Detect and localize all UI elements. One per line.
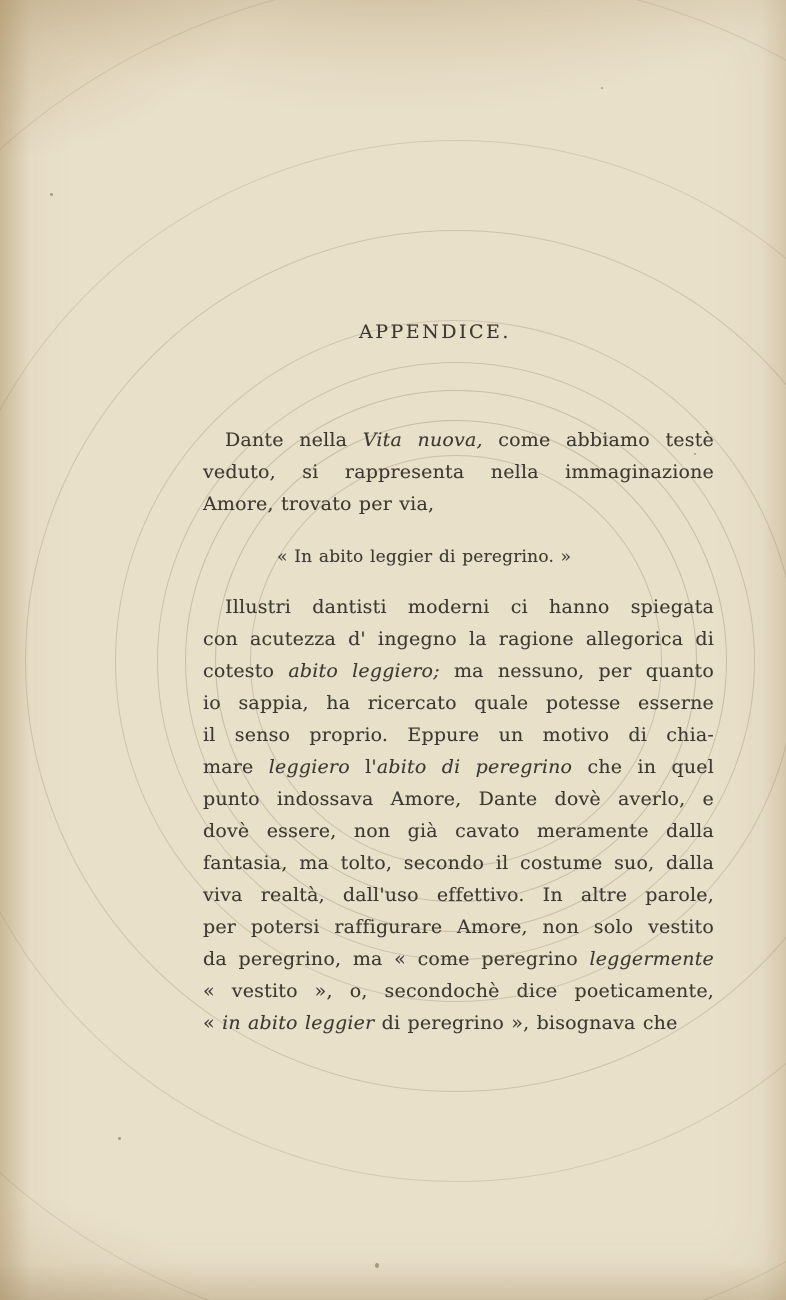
page-title: APPENDICE.	[359, 321, 511, 343]
text-segment: l'	[349, 756, 377, 778]
text-segment: per potersi raffigurare Amore, non solo vestito	[203, 916, 714, 938]
text-segment: viva realtà, dall'uso effettivo. In altre parole,	[203, 884, 714, 906]
text-line	[203, 488, 714, 520]
page-text-block	[203, 424, 714, 1039]
text-line	[203, 655, 714, 687]
text-line	[203, 911, 714, 943]
text-segment: «	[203, 1012, 223, 1034]
text-segment: cotesto	[203, 660, 289, 682]
text-segment: veduto, si rappresenta nella immaginazione	[203, 461, 714, 483]
text-line	[203, 751, 714, 783]
paper-speck	[601, 87, 603, 89]
text-line	[203, 424, 714, 456]
text-segment: Illustri dantisti moderni ci hanno spiegata	[225, 596, 714, 618]
text-segment: di peregrino », bisognava che	[374, 1012, 678, 1034]
text-segment: fantasia, ma tolto, secondo il costume suo, dalla	[203, 852, 714, 874]
text-segment: Amore, trovato per via,	[203, 493, 435, 515]
italic-text: leggermente	[589, 948, 714, 970]
italic-text: abito leggiero;	[288, 660, 440, 682]
text-line	[203, 1007, 714, 1039]
text-line	[203, 783, 714, 815]
paper-speck	[50, 193, 53, 196]
text-line	[203, 879, 714, 911]
text-line	[203, 943, 714, 975]
text-line	[277, 541, 714, 573]
text-line	[203, 815, 714, 847]
verse-quote	[277, 541, 714, 573]
paper-speck	[375, 1263, 379, 1268]
text-segment: che in quel	[572, 756, 714, 778]
main-paragraph	[203, 591, 714, 1039]
text-segment: « vestito », o, secondochè dice poeticamente,	[203, 980, 714, 1002]
text-segment: dovè essere, non già cavato meramente dalla	[203, 820, 714, 842]
text-segment: il senso proprio. Eppure un motivo di chia-	[203, 724, 714, 746]
italic-text: abito di peregrino	[376, 756, 573, 778]
italic-text: Vita nuova,	[362, 429, 483, 451]
text-segment: con acutezza d' ingegno la ragione allegorica di	[203, 628, 714, 650]
text-line	[203, 687, 714, 719]
italic-text: in abito leggier	[222, 1012, 375, 1034]
paper-speck	[118, 1137, 121, 1140]
text-line	[203, 847, 714, 879]
opening-paragraph	[203, 424, 714, 520]
text-line	[203, 623, 714, 655]
text-segment: come abbiamo testè	[482, 429, 714, 451]
text-segment: punto indossava Amore, Dante dovè averlo, e	[203, 788, 714, 810]
text-segment: io sappia, ha ricercato quale potesse esserne	[203, 692, 714, 714]
text-segment: « In abito leggier di peregrino. »	[277, 547, 572, 567]
text-segment: mare	[203, 756, 269, 778]
text-line	[203, 719, 714, 751]
italic-text: leggiero	[268, 756, 350, 778]
text-line	[203, 591, 714, 623]
text-segment: ma nessuno, per quanto	[439, 660, 714, 682]
text-line	[203, 975, 714, 1007]
text-segment: da peregrino, ma « come peregrino	[203, 948, 590, 970]
text-line	[203, 456, 714, 488]
text-segment: Dante nella	[225, 429, 363, 451]
